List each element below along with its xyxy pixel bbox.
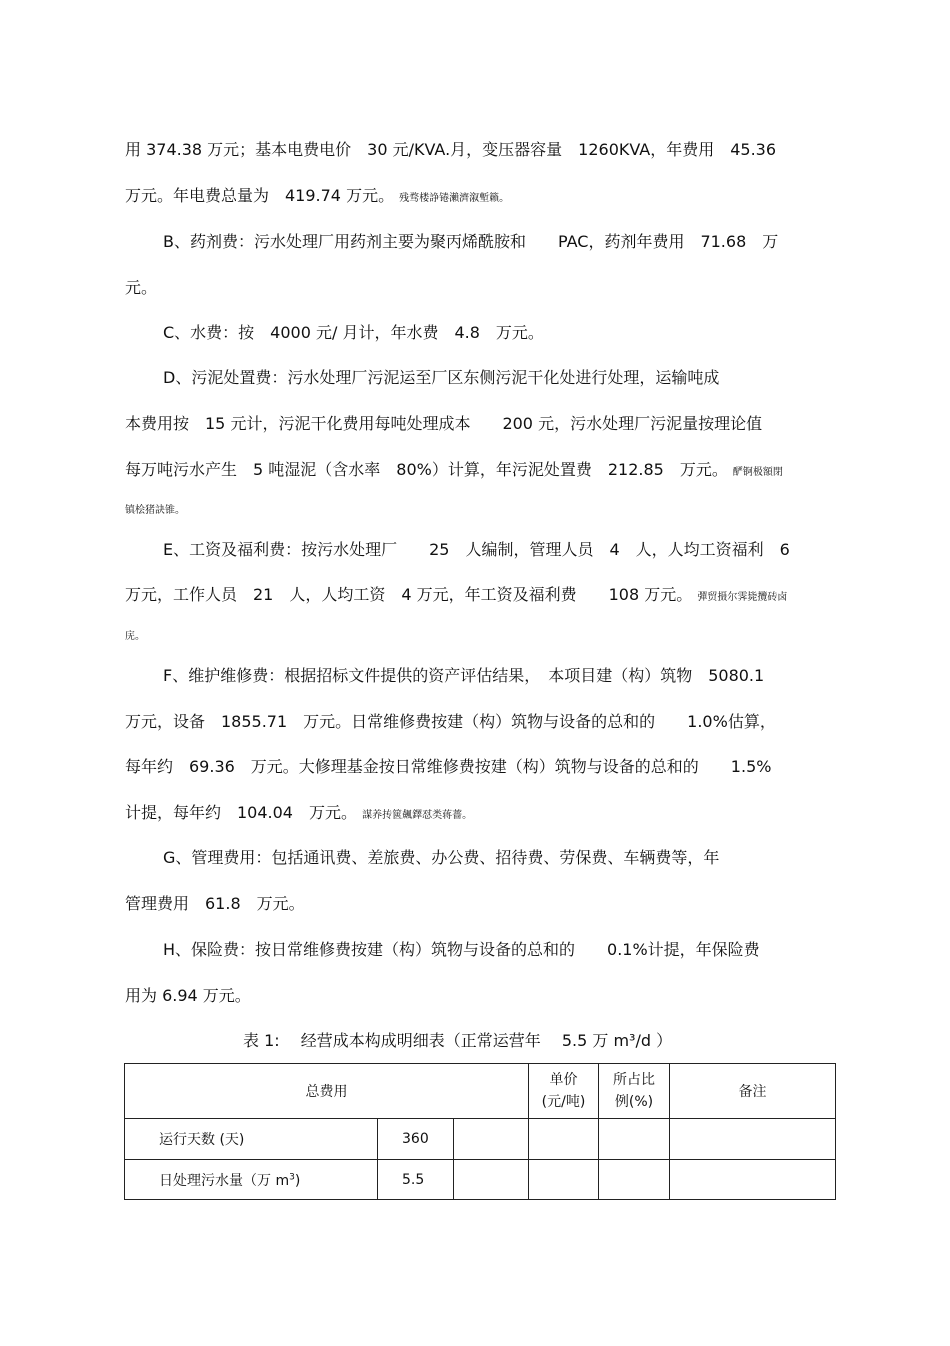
header-remark: 备注 — [670, 1064, 836, 1119]
text-line: 每年约 69.36 万元。大修理基金按日常维修费按建（构）筑物与设备的总和的 1.5% — [125, 757, 772, 776]
row-value: 360 — [378, 1119, 454, 1160]
garbled-note: 镇桧猪訣锥。 — [125, 505, 185, 516]
row-value: 5.5 — [378, 1160, 454, 1200]
text-line — [125, 497, 185, 522]
text-line: 万元，工作人员 21 人，人均工资 4 万元，年工资及福利费 108 万元。 彈贸摄尔霁毙攬砖卤 — [125, 585, 788, 604]
table-row — [125, 1160, 836, 1200]
row-label: 日处理污水量（万 $m^3$) — [125, 1160, 378, 1200]
cost-table — [124, 1063, 836, 1200]
text-line: E、工资及福利费：按污水处理厂 25 人编制，管理人员 4 人，人均工资福利 6 — [163, 540, 790, 559]
text-line: G、管理费用：包括通讯费、差旅费、办公费、招待费、劳保费、车辆费等，年 — [163, 848, 720, 867]
header-share: 所占比 例(%) — [599, 1064, 670, 1119]
table-row — [125, 1119, 836, 1160]
text-line: D、污泥处置费：污水处理厂污泥运至厂区东侧污泥干化处进行处理，运输吨成 — [163, 368, 720, 387]
text-line: C、水费：按 4000 元/ 月计，年水费 4.8 万元。 — [163, 323, 544, 342]
text-line: 用 374.38 万元；基本电费电价 30 元/KVA.月，变压器容量 1260KVA，年费用 45.36 — [125, 140, 777, 159]
header-total: 总费用 — [125, 1064, 529, 1119]
garbled-note: 庑。 — [125, 631, 145, 642]
garbled-note: 謀养抟篋飆鐸怼类蒋薔。 — [362, 810, 473, 821]
garbled-note: 彈贸摄尔霁毙攬砖卤 — [697, 592, 788, 603]
table-caption: 表 1: 经营成本构成明细表（正常运营年 5.5 万 m³/d ） — [243, 1031, 673, 1050]
text-line: 万元。年电费总量为 419.74 万元。 残骛楼諍锩瀨濟溆塹籟。 — [125, 186, 510, 205]
row-label: 运行天数 (天) — [125, 1119, 378, 1160]
text-line: F、维护维修费：根据招标文件提供的资产评估结果， 本项目建（构）筑物 5080.1 — [163, 666, 765, 685]
text-line: 元。 — [125, 278, 158, 297]
header-unit-price: 单价 (元/吨) — [529, 1064, 599, 1119]
text-line: B、药剂费：污水处理厂用药剂主要为聚丙烯酰胺和 PAC，药剂年费用 71.68 万 — [163, 232, 779, 251]
text-line: H、保险费：按日常维修费按建（构）筑物与设备的总和的 0.1%计提，年保险费 — [163, 940, 760, 959]
text-line: 用为 6.94 万元。 — [125, 986, 251, 1005]
text-line: 每万吨污水产生 5 吨湿泥（含水率 80%）计算，年污泥处置费 212.85 万元。 酽锕极額閉 — [125, 460, 783, 479]
garbled-note: 残骛楼諍锩瀨濟溆塹籟。 — [399, 193, 510, 204]
text-line — [125, 623, 145, 648]
garbled-note: 酽锕极額閉 — [732, 467, 783, 478]
text-line: 管理费用 61.8 万元。 — [125, 894, 305, 913]
table-header-row — [125, 1064, 836, 1119]
text-line: 万元，设备 1855.71 万元。日常维修费按建（构）筑物与设备的总和的 1.0%估算， — [125, 712, 776, 731]
text-line: 本费用按 15 元计，污泥干化费用每吨处理成本 200 元，污水处理厂污泥量按理论值 — [125, 414, 763, 433]
text-line: 计提，每年约 104.04 万元。 謀养抟篋飆鐸怼类蒋薔。 — [125, 803, 473, 822]
